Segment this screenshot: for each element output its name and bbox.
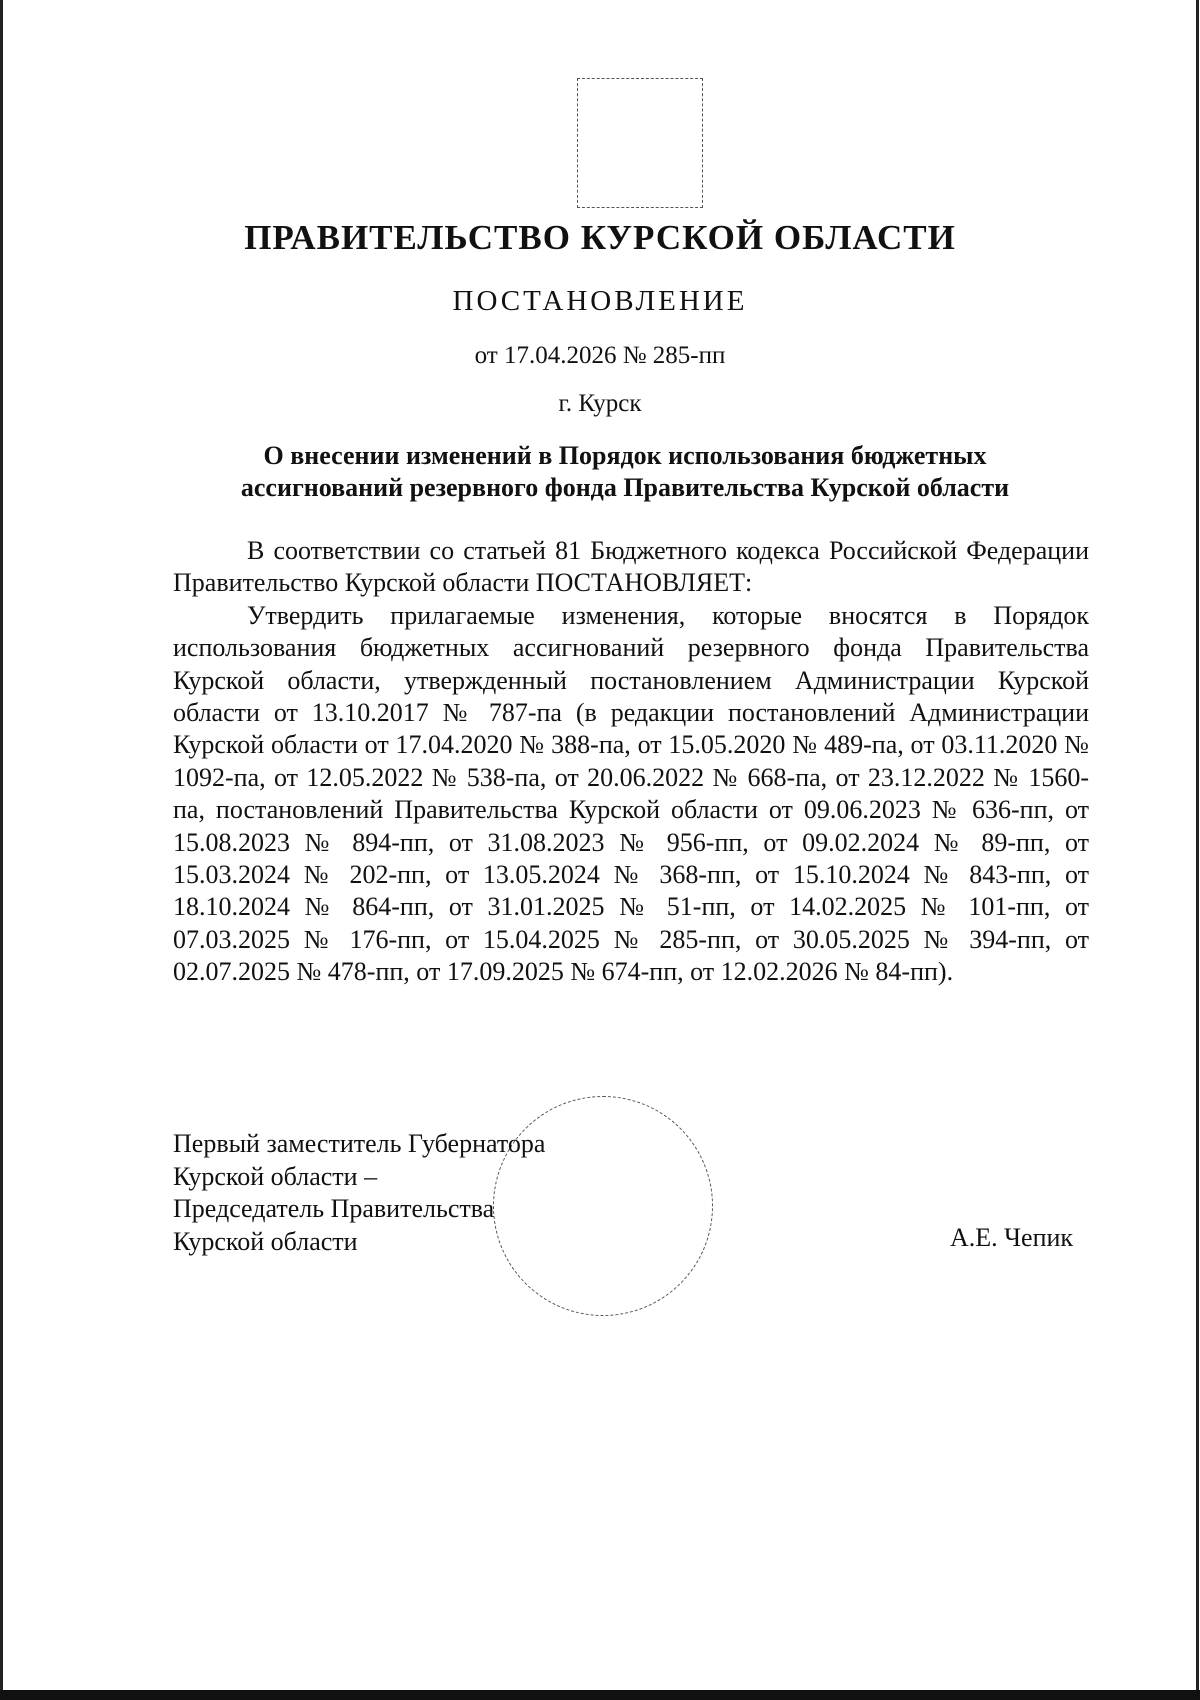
signatory-title-line-1: Первый заместитель Губернатора bbox=[173, 1129, 546, 1158]
signatory-title-line-3: Председатель Правительства bbox=[173, 1194, 495, 1223]
signatory-title-line-4: Курской области bbox=[173, 1226, 358, 1256]
signatory-name: А.Е. Чепик bbox=[950, 1223, 1074, 1252]
signatory-title bbox=[173, 1128, 545, 1258]
document-city: г. Курск bbox=[558, 390, 642, 417]
document-number: от 17.04.2026 № 285-пп bbox=[474, 342, 726, 369]
page-edge-bottom bbox=[0, 1690, 1200, 1700]
document-type: ПОСТАНОВЛЕНИЕ bbox=[452, 285, 748, 317]
body-paragraph-1: В соответствии со статьей 81 Бюджетного кодекса Российской Федерации Правительство Курской области ПОСТАНОВЛЯЕТ: bbox=[173, 536, 1089, 598]
body-paragraph-2: Утвердить прилагаемые изменения, которые вносятся в Порядок использования бюджетных ассигнований резервного фонда Правительства Курской области, утвержденный постановлением Администрации Курской области от 13.10.2017 № 787-па (в редакции постановлений Администрации Курской области от 17.04.2020 № 388-па, от 15.05.2020 № 489-па, от 03.11.2020 № 1092-па, от 12.05.2022 № 538-па, от 20.06.2022 № 668-па, от 23.12.2022 № 1560-па, постановлений Правительства Курской области от 09.06.2023 № 636-пп, от 15.08.2023 № 894-пп, от 31.08.2023 № 956-пп, от 09.02.2024 № 89-пп, от 15.03.2024 № 202-пп, от 13.05.2024 № 368-пп, от 15.10.2024 № 843-пп, от 18.10.2024 № 864-пп, от 31.01.2025 № 51-пп, от 14.02.2025 № 101-пп, от 07.03.2025 № 176-пп, от 15.04.2025 № 285-пп, от 30.05.2025 № 394-пп, от 02.07.2025 № 478-пп, от 17.09.2025 № 674-пп, от 12.02.2026 № 84-пп). bbox=[173, 600, 1089, 987]
government-title: ПРАВИТЕЛЬСТВО КУРСКОЙ ОБЛАСТИ bbox=[244, 218, 956, 257]
signatory-title-line-2: Курской области – bbox=[173, 1161, 378, 1191]
document-subject bbox=[170, 440, 1080, 504]
coat-of-arms-emblem bbox=[577, 78, 703, 208]
subject-line-2: ассигнований резервного фонда Правительства Курской области bbox=[240, 473, 1010, 502]
document-body bbox=[173, 535, 1089, 989]
subject-line-1: О внесении изменений в Порядок использования бюджетных bbox=[263, 441, 987, 470]
